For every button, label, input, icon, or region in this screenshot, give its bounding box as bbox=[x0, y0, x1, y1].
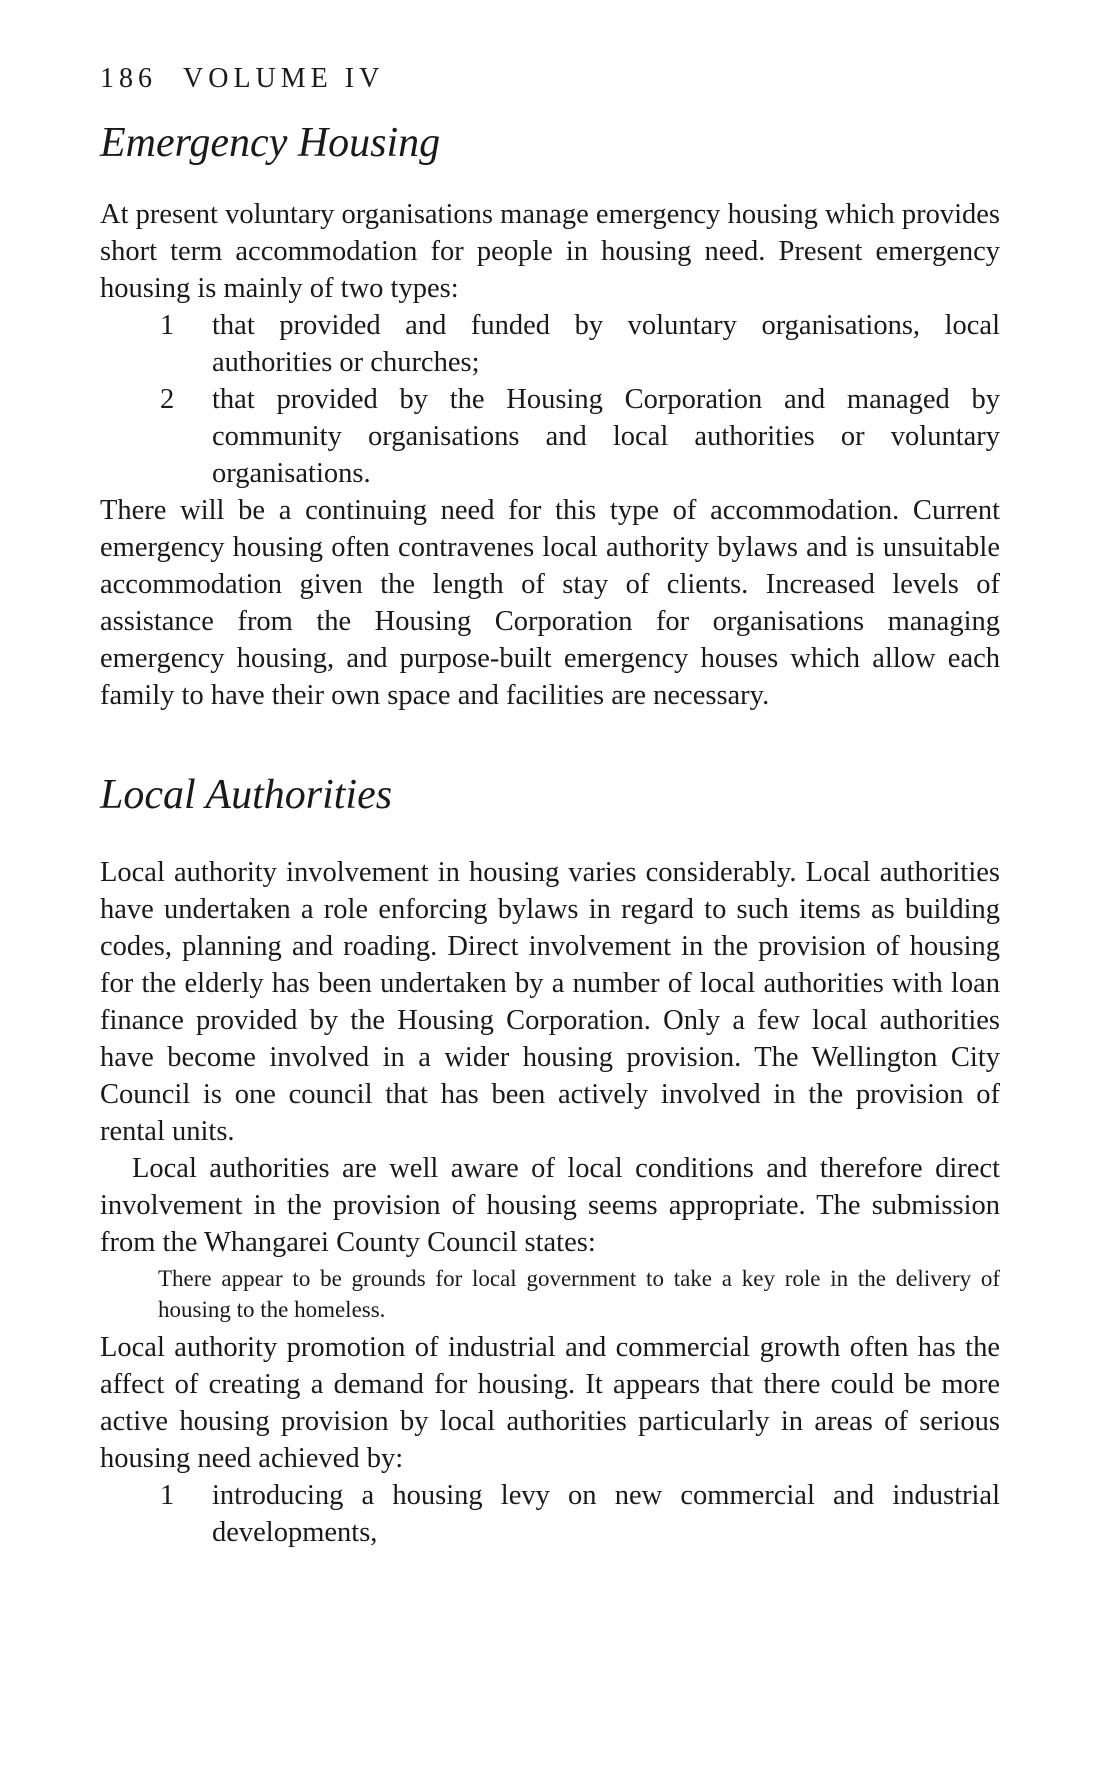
emergency-housing-heading: Emergency Housing bbox=[100, 120, 441, 166]
list-item-text: introducing a housing levy on new commercial and industrial developments, bbox=[212, 1480, 1000, 1548]
list-item bbox=[100, 1477, 1000, 1551]
list-item-number: 1 bbox=[160, 310, 175, 341]
volume-label: VOLUME IV bbox=[183, 63, 385, 94]
local-paragraph-1: Local authority involvement in housing varies considerably. Local authorities have undertaken a role enforcing bylaws in regard to such items as building codes, planning and roading. Direct involvement in the provision of housing for the elderly has been undertaken by a number of local authorities with loan finance provided by the Housing Corporation. Only a few local authorities have become involved in a wider housing provision. The Wellington City Council is one council that has been actively involved in the provision of rental units. bbox=[100, 857, 1000, 1147]
whangarei-quote: There appear to be grounds for local government to take a key role in the delivery of housing to the homeless. bbox=[158, 1266, 1000, 1322]
emergency-types-list bbox=[100, 307, 1000, 492]
local-paragraph-2: Local authorities are well aware of local conditions and therefore direct involvement in the provision of housing seems appropriate. The submission from the Whangarei County Council states: bbox=[100, 1153, 1000, 1258]
list-item bbox=[100, 381, 1000, 492]
list-item-text: that provided and funded by voluntary organisations, local authorities or churches; bbox=[212, 310, 1000, 378]
list-item-text: that provided by the Housing Corporation and managed by community organisations and local authorities or voluntary organisations. bbox=[212, 384, 1000, 489]
page-content bbox=[100, 62, 1000, 1551]
running-head bbox=[100, 62, 1000, 96]
page-number: 186 bbox=[100, 63, 157, 94]
list-item-number: 2 bbox=[160, 384, 175, 415]
local-measures-list bbox=[100, 1477, 1000, 1551]
list-item-number: 1 bbox=[160, 1480, 175, 1511]
emergency-intro-paragraph: At present voluntary organisations manage emergency housing which provides short term accommodation for people in housing need. Present emergency housing is mainly of two types: bbox=[100, 199, 1000, 304]
local-authorities-heading: Local Authorities bbox=[100, 772, 393, 818]
local-paragraph-3: Local authority promotion of industrial and commercial growth often has the affect of creating a demand for housing. It appears that there could be more active housing provision by local authorities particularly in areas of serious housing need achieved by: bbox=[100, 1332, 1000, 1474]
list-item bbox=[100, 307, 1000, 381]
emergency-closing-paragraph: There will be a continuing need for this type of accommodation. Current emergency housing often contravenes local authority bylaws and is unsuitable accommodation given the length of stay of clients. Increased levels of assistance from the Housing Corporation for organisations managing emergency housing, and purpose-built emergency houses which allow each family to have their own space and facilities are necessary. bbox=[100, 495, 1000, 711]
